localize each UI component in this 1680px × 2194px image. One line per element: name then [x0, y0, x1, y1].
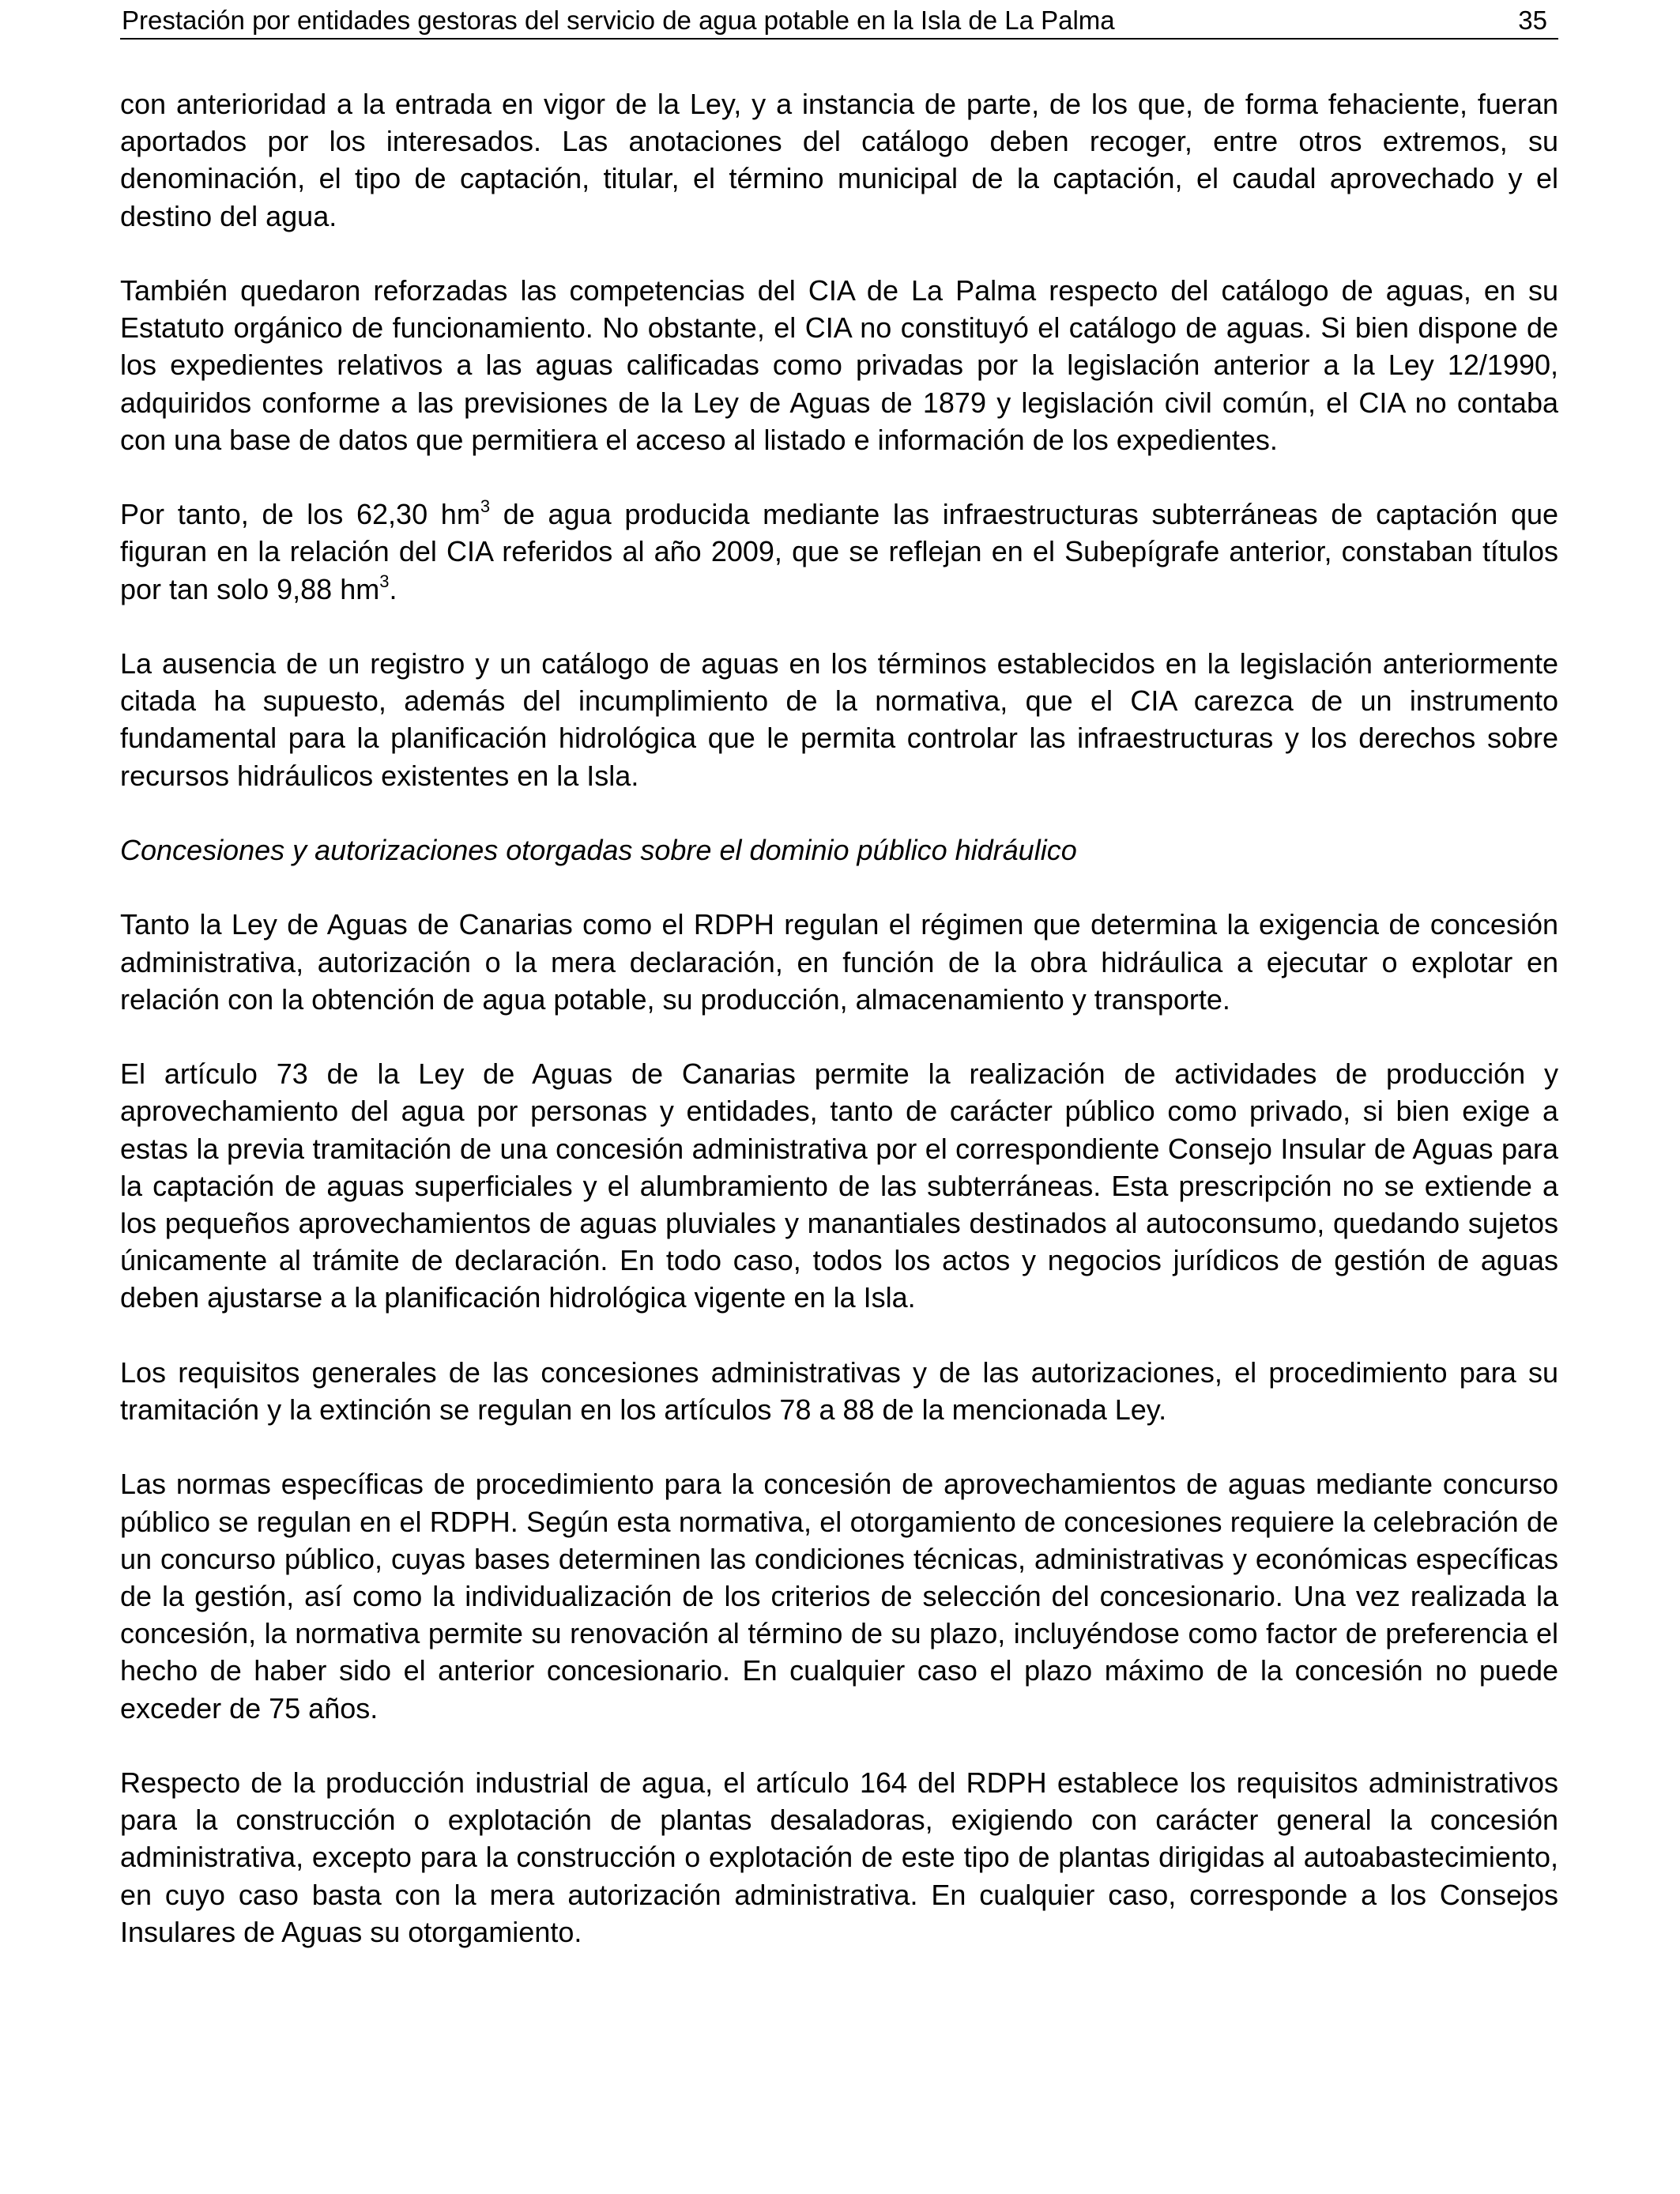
paragraph-3 — [120, 496, 1558, 608]
paragraph-6: El artículo 73 de la Ley de Aguas de Canarias permite la realización de actividades de producción y aprovechamiento del agua por personas y entidades, tanto de carácter público como privado, si bien exige a estas la previa tramitación de una concesión administrativa por el correspondiente Consejo Insular de Aguas para la captación de aguas superficiales y el alumbramiento de las subterráneas. Esta prescripción no se extiende a los pequeños aprovechamientos de aguas pluviales y manantiales destinados al autoconsumo, quedando sujetos únicamente al trámite de declaración. En todo caso, todos los actos y negocios jurídicos de gestión de aguas deben ajustarse a la planificación hidrológica vigente en la Isla. — [120, 1057, 1558, 1314]
document-body — [120, 85, 1558, 1988]
superscript-cubic-2: 3 — [379, 571, 390, 591]
section-heading: Concesiones y autorizaciones otorgadas sobre el dominio público hidráulico — [120, 834, 1077, 866]
paragraph-5: Tanto la Ley de Aguas de Canarias como el RDPH regulan el régimen que determina la exigencia de concesión administrativa, autorización o la mera declaración, en función de la obra hidráulica a ejecutar o explotar en relación con la obtención de agua potable, su producción, almacenamiento y transporte. — [120, 908, 1558, 1016]
paragraph-4: La ausencia de un registro y un catálogo de aguas en los términos establecidos en la legislación anteriormente citada ha supuesto, además del incumplimiento de la normativa, que el CIA carezca de un instrumento fundamental para la planificación hidrológica que le permita controlar las infraestructuras y los derechos sobre recursos hidráulicos existentes en la Isla. — [120, 647, 1558, 792]
page-header — [120, 3, 1558, 40]
paragraph-3-part-2: de agua producida mediante las infraestructuras subterráneas de captación que figuran en la relación del CIA referidos al año 2009, que se reflejan en el Subepígrafe anterior, constaban títulos por tan solo 9,88 hm — [120, 498, 1559, 605]
header-title: Prestación por entidades gestoras del servicio de agua potable en la Isla de La Palma — [122, 6, 1115, 35]
paragraph-2: También quedaron reforzadas las competencias del CIA de La Palma respecto del catálogo de aguas, en su Estatuto orgánico de funcionamiento. No obstante, el CIA no constituyó el catálogo de aguas. Si bien dispone de los expedientes relativos a las aguas calificadas como privadas por la legislación anterior a la Ley 12/1990, adquiridos conforme a las previsiones de la Ley de Aguas de 1879 y legislación civil común, el CIA no contaba con una base de datos que permitiera el acceso al listado e información de los expedientes. — [120, 274, 1558, 456]
paragraph-9: Respecto de la producción industrial de agua, el artículo 164 del RDPH establece los requisitos administrativos para la construcción o explotación de plantas desaladoras, exigiendo con carácter general la concesión administrativa, excepto para la construcción o explotación de este tipo de plantas dirigidas al autoabastecimiento, en cuyo caso basta con la mera autorización administrativa. En cualquier caso, corresponde a los Consejos Insulares de Aguas su otorgamiento. — [120, 1766, 1558, 1948]
paragraph-3-part-3: . — [389, 572, 397, 605]
paragraph-7: Los requisitos generales de las concesiones administrativas y de las autorizaciones, el procedimiento para su tramitación y la extinción se regulan en los artículos 78 a 88 de la mencionada Ley. — [120, 1355, 1558, 1426]
page-number: 35 — [1518, 6, 1547, 35]
paragraph-8: Las normas específicas de procedimiento para la concesión de aprovechamientos de aguas mediante concurso público se regulan en el RDPH. Según esta normativa, el otorgamiento de concesiones requiere la celebración de un concurso público, cuyas bases determinen las condiciones técnicas, administrativas y económicas específicas de la gestión, así como la individualización de los criterios de selección del concesionario. Una vez realizada la concesión, la normativa permite su renovación al término de su plazo, incluyéndose como factor de preferencia el hecho de haber sido el anterior concesionario. En cualquier caso el plazo máximo de la concesión no puede exceder de 75 años. — [120, 1468, 1558, 1725]
paragraph-3-part-1: Por tanto, de los 62,30 hm — [120, 498, 480, 531]
superscript-cubic-1: 3 — [480, 496, 491, 517]
paragraph-1: con anterioridad a la entrada en vigor de la Ley, y a instancia de parte, de los que, de forma fehaciente, fueran aportados por los interesados. Las anotaciones del catálogo deben recoger, entre otros extremos, su denominación, el tipo de captación, titular, el término municipal de la captación, el caudal aprovechado y el destino del agua. — [120, 88, 1558, 232]
